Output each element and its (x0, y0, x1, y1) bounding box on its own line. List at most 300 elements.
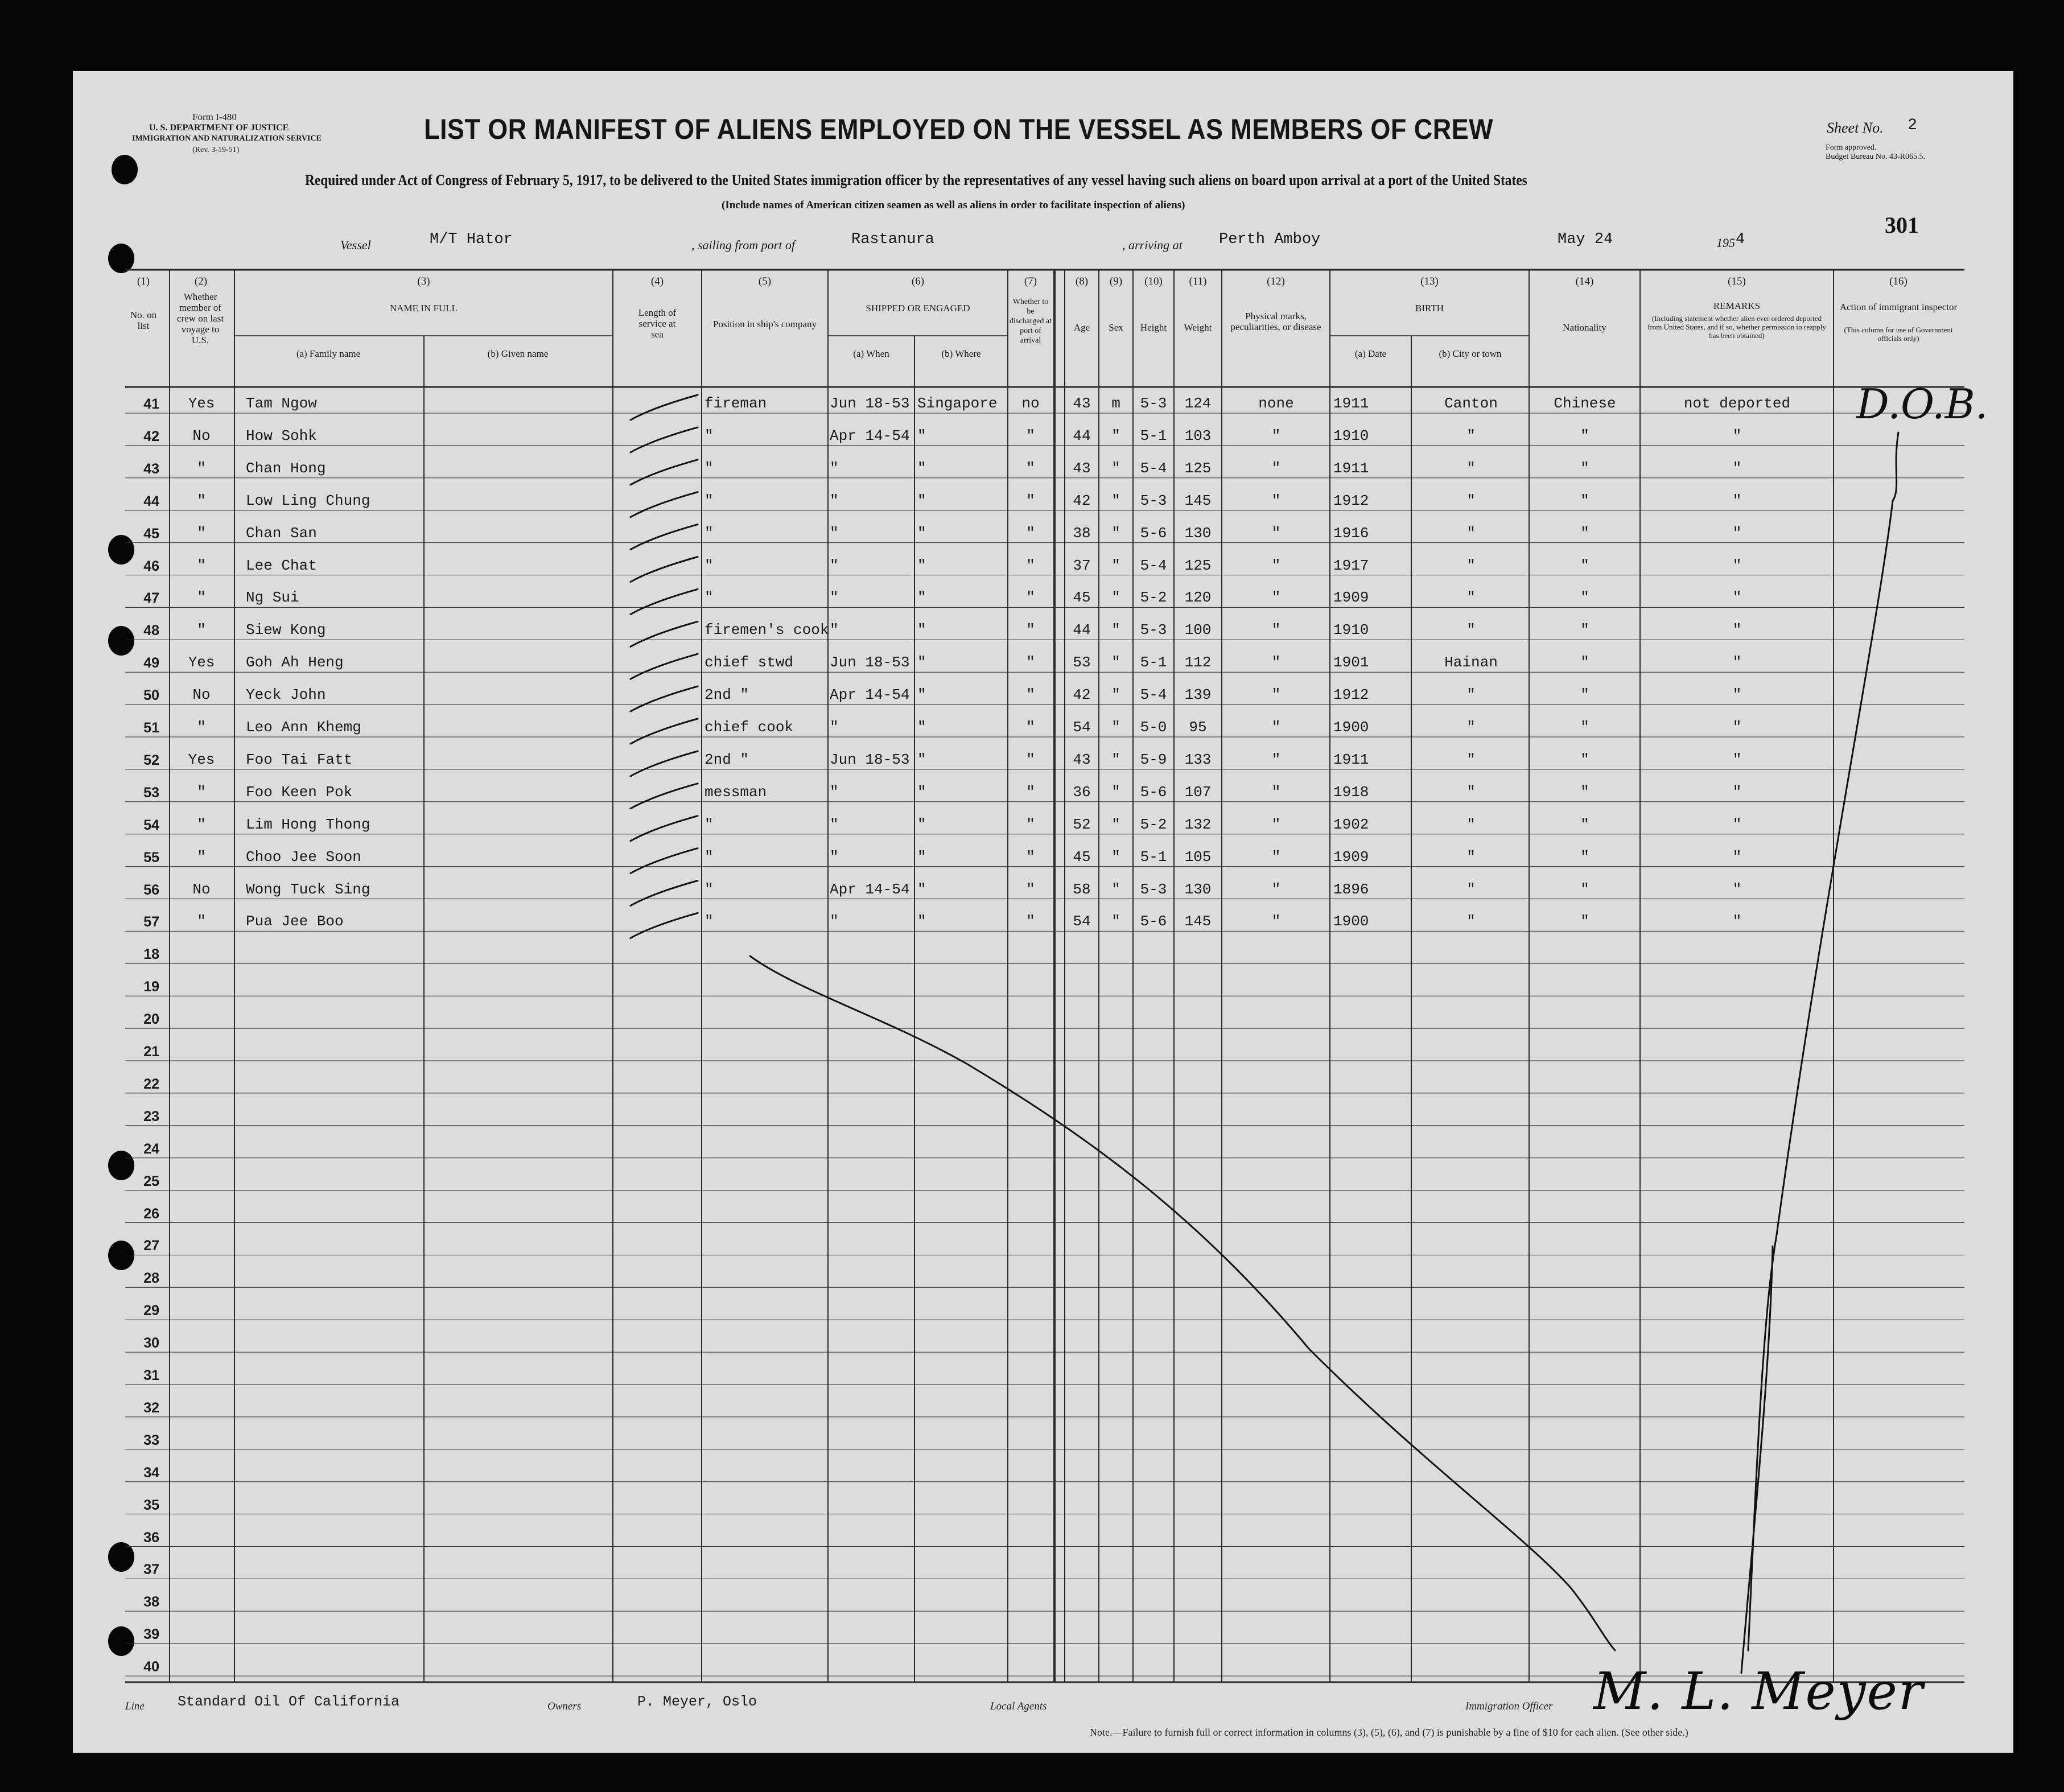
cell-where: " (917, 459, 926, 477)
row-number: 28 (143, 1270, 159, 1287)
col7-num: (7) (1024, 275, 1037, 287)
cell-last: " (197, 557, 206, 574)
cell-marks: " (1271, 524, 1281, 542)
cell-nat: " (1580, 589, 1589, 607)
cell-age: 44 (1073, 621, 1091, 639)
cell-bdate: 1900 (1333, 719, 1369, 736)
cell-when: " (830, 848, 839, 866)
col15-header: REMARKS (1713, 300, 1761, 311)
cell-family: Yeck John (246, 686, 326, 704)
col6b-header: (b) Where (941, 348, 981, 359)
cell-rem: " (1732, 751, 1742, 768)
col4-num: (4) (650, 275, 664, 287)
cell-ht: 5-3 (1140, 621, 1167, 639)
cell-bdate: 1909 (1333, 848, 1369, 866)
cell-sex: m (1111, 395, 1120, 412)
cell-last: " (197, 783, 206, 801)
row-number: 51 (143, 720, 159, 736)
cell-disc: " (1026, 492, 1035, 509)
service-tick-mark (631, 751, 698, 776)
cell-marks: " (1271, 621, 1281, 639)
col5-header: Position in ship's company (712, 319, 817, 329)
cell-wt: 130 (1184, 524, 1212, 542)
stamp-number: 301 (1885, 212, 1919, 238)
col6-num: (6) (911, 275, 925, 287)
cell-sex: " (1111, 427, 1120, 444)
cell-last: " (197, 459, 206, 477)
sheet-label: Sheet No. (1827, 120, 1884, 136)
cell-where: " (917, 913, 926, 930)
row-number: 57 (143, 914, 159, 930)
cell-marks: " (1271, 427, 1281, 444)
cell-ht: 5-4 (1140, 459, 1167, 477)
cell-age: 58 (1073, 880, 1091, 898)
cell-marks: " (1271, 492, 1281, 509)
cell-disc: " (1026, 913, 1035, 930)
cell-disc: " (1026, 751, 1035, 768)
col1-header: No. on list (130, 310, 157, 331)
form-subnote: (Include names of American citizen seamen as well as aliens in order to facilitate inspection of aliens) (722, 199, 1185, 211)
cell-age: 36 (1073, 783, 1091, 801)
cell-wt: 120 (1184, 589, 1212, 607)
arriving-label: , arriving at (1122, 238, 1183, 252)
agency-name-2: IMMIGRATION AND NATURALIZATION SERVICE (132, 134, 322, 143)
cell-wt: 145 (1184, 492, 1212, 509)
cell-ht: 5-0 (1140, 719, 1167, 736)
col3-header: NAME IN FULL (390, 303, 458, 314)
cell-nat: " (1580, 913, 1589, 930)
col16-note: (This column for use of Government officials only) (1844, 326, 1953, 343)
row-number: 45 (143, 525, 159, 542)
cell-pos: fireman (705, 395, 767, 412)
cell-pos: " (705, 589, 714, 607)
cell-family: Goh Ah Heng (246, 654, 344, 672)
cell-age: 43 (1073, 395, 1091, 412)
row-number: 53 (143, 784, 159, 801)
col14-num: (14) (1575, 275, 1594, 287)
cell-last: " (197, 719, 206, 736)
cell-family: Lee Chat (246, 557, 317, 574)
cell-when: Apr 14-54 (830, 686, 910, 704)
cell-when: " (830, 719, 839, 736)
cell-nat: " (1580, 751, 1589, 768)
arrival-date: May 24 (1558, 231, 1613, 248)
cell-nat: " (1580, 459, 1589, 477)
cell-city: " (1466, 621, 1476, 639)
cell-rem: " (1732, 427, 1742, 444)
cell-bdate: 1918 (1333, 783, 1369, 801)
col15-note: (Including statement whether alien ever ordered deported from United States, and if so, whether permission to reapply has been obtained) (1647, 314, 1826, 340)
cell-when: " (830, 557, 839, 574)
cell-ht: 5-3 (1140, 492, 1167, 509)
row-number: 54 (143, 817, 159, 833)
inspector-line (1748, 432, 1898, 1650)
row-number: 46 (143, 558, 159, 574)
cell-where: " (917, 492, 926, 509)
cell-nat: " (1580, 621, 1589, 639)
cell-bdate: 1902 (1333, 815, 1369, 833)
cell-ht: 5-2 (1140, 589, 1167, 607)
cell-family: Wong Tuck Sing (246, 880, 370, 898)
cell-when: " (830, 459, 839, 477)
arrival-year-prefix: 195 (1716, 236, 1735, 250)
cell-sex: " (1111, 719, 1120, 736)
col12-num: (12) (1267, 275, 1285, 287)
cell-family: Pua Jee Boo (246, 913, 344, 930)
cell-where: " (917, 751, 926, 768)
cell-pos: messman (705, 783, 767, 801)
cell-where: " (917, 686, 926, 704)
cell-sex: " (1111, 492, 1120, 509)
cell-age: 43 (1073, 751, 1091, 768)
cell-ht: 5-1 (1140, 654, 1167, 672)
owners-value: P. Meyer, Oslo (637, 1694, 757, 1710)
col7-header: Whether to be discharged at port of arrival (1010, 298, 1052, 345)
cell-where: " (917, 654, 926, 672)
cell-where: " (917, 589, 926, 607)
cell-wt: 95 (1189, 719, 1207, 736)
cell-family: Leo Ann Khemg (246, 719, 361, 736)
col13b-header: (b) City or town (1439, 348, 1502, 359)
service-tick-mark (631, 525, 698, 550)
cell-pos: 2nd " (705, 751, 749, 768)
col9-header: Sex (1109, 322, 1123, 333)
cell-sex: " (1111, 589, 1120, 607)
cell-bdate: 1917 (1333, 557, 1369, 574)
cell-marks: " (1271, 589, 1281, 607)
cell-wt: 105 (1184, 848, 1212, 866)
cell-wt: 132 (1184, 815, 1212, 833)
cell-disc: " (1026, 621, 1035, 639)
cell-marks: " (1271, 459, 1281, 477)
cell-age: 44 (1073, 427, 1091, 444)
cell-disc: " (1026, 427, 1035, 444)
cell-disc: " (1026, 815, 1035, 833)
arrival-year-suffix: 4 (1736, 231, 1745, 248)
cell-rem: " (1732, 815, 1742, 833)
cell-disc: " (1026, 524, 1035, 542)
cell-bdate: 1910 (1333, 427, 1369, 444)
col6-header: SHIPPED OR ENGAGED (866, 303, 970, 314)
officer-signature: M. L. Meyer (1593, 1662, 1924, 1721)
cell-disc: " (1026, 783, 1035, 801)
cell-marks: " (1271, 783, 1281, 801)
cell-where: " (917, 719, 926, 736)
cell-age: 45 (1073, 589, 1091, 607)
col1-num: (1) (137, 275, 150, 287)
row-number: 49 (143, 655, 159, 672)
cell-disc: no (1021, 395, 1040, 412)
row-number: 56 (143, 881, 159, 898)
cell-pos: chief cook (705, 719, 794, 736)
cell-when: " (830, 913, 839, 930)
cell-pos: " (705, 848, 714, 866)
row-number: 52 (143, 752, 159, 768)
cell-nat: " (1580, 783, 1589, 801)
cell-pos: 2nd " (705, 686, 749, 704)
row-number: 18 (143, 946, 159, 963)
cell-when: Jun 18-53 (830, 751, 910, 768)
cell-nat: " (1580, 654, 1589, 672)
col15-num: (15) (1728, 275, 1746, 287)
row-number: 35 (143, 1497, 159, 1513)
cell-sex: " (1111, 621, 1120, 639)
col3a-header: (a) Family name (296, 348, 361, 359)
cell-city: " (1466, 719, 1476, 736)
cell-bdate: 1901 (1333, 654, 1369, 672)
service-tick-mark (631, 654, 698, 679)
cell-sex: " (1111, 815, 1120, 833)
immigration-officer-label: Immigration Officer (1465, 1700, 1553, 1712)
cell-rem: " (1732, 719, 1742, 736)
row-number: 38 (143, 1594, 159, 1610)
row-number: 32 (143, 1399, 159, 1416)
row-number: 42 (143, 428, 159, 444)
cell-sex: " (1111, 686, 1120, 704)
cell-wt: 133 (1184, 751, 1212, 768)
cell-wt: 124 (1184, 395, 1212, 412)
cell-marks: " (1271, 815, 1281, 833)
cell-marks: " (1271, 654, 1281, 672)
row-number: 31 (143, 1367, 159, 1383)
cell-rem: " (1732, 621, 1742, 639)
cell-marks: " (1271, 880, 1281, 898)
cell-disc: " (1026, 589, 1035, 607)
row-number: 50 (143, 687, 159, 704)
service-tick-mark (631, 784, 698, 809)
cell-rem: " (1732, 524, 1742, 542)
cell-age: 53 (1073, 654, 1091, 672)
row-number: 22 (143, 1076, 159, 1092)
cell-city: " (1466, 524, 1476, 542)
vessel-label: Vessel (340, 238, 371, 252)
departure-port: Rastanura (851, 231, 934, 248)
cell-city: " (1466, 913, 1476, 930)
agency-name: U. S. DEPARTMENT OF JUSTICE (149, 123, 289, 133)
cell-wt: 145 (1184, 913, 1212, 930)
cell-family: Chan San (246, 524, 317, 542)
cell-pos: " (705, 815, 714, 833)
vessel-name: M/T Hator (430, 231, 513, 248)
cell-rem: " (1732, 880, 1742, 898)
col9-num: (9) (1109, 275, 1123, 287)
cell-last: No (192, 427, 211, 444)
cell-when: Apr 14-54 (830, 427, 910, 444)
col14-header: Nationality (1563, 322, 1606, 333)
cell-last: Yes (188, 395, 215, 412)
cell-age: 37 (1073, 557, 1091, 574)
col6a-header: (a) When (853, 348, 889, 359)
cell-ht: 5-4 (1140, 686, 1167, 704)
cell-disc: " (1026, 719, 1035, 736)
cell-marks: " (1271, 719, 1281, 736)
cell-city: " (1466, 459, 1476, 477)
cell-sex: " (1111, 524, 1120, 542)
row-number: 26 (143, 1205, 159, 1222)
col13a-header: (a) Date (1354, 348, 1387, 359)
service-tick-mark (631, 621, 698, 646)
cell-ht: 5-6 (1140, 524, 1167, 542)
cell-city: " (1466, 427, 1476, 444)
cell-when: Apr 14-54 (830, 880, 910, 898)
col13-header: BIRTH (1415, 303, 1444, 314)
cell-when: Jun 18-53 (830, 395, 910, 412)
cell-where: " (917, 621, 926, 639)
cell-family: Siew Kong (246, 621, 326, 639)
cell-disc: " (1026, 654, 1035, 672)
cell-disc: " (1026, 459, 1035, 477)
row-number: 23 (143, 1108, 159, 1124)
cell-last: " (197, 621, 206, 639)
service-tick-mark (631, 816, 698, 841)
cell-ht: 5-6 (1140, 913, 1167, 930)
cell-rem: " (1732, 557, 1742, 574)
cell-bdate: 1909 (1333, 589, 1369, 607)
service-tick-mark (631, 686, 698, 711)
cell-city: " (1466, 815, 1476, 833)
cell-rem: " (1732, 686, 1742, 704)
service-tick-mark (631, 589, 698, 614)
cell-disc: " (1026, 848, 1035, 866)
cell-rem: " (1732, 492, 1742, 509)
cell-city: " (1466, 557, 1476, 574)
col10-header: Height (1140, 322, 1167, 333)
cell-disc: " (1026, 880, 1035, 898)
col16-header: Action of immigrant inspector (1839, 302, 1958, 312)
cell-age: 54 (1073, 913, 1091, 930)
col11-header: Weight (1184, 322, 1212, 333)
cell-sex: " (1111, 654, 1120, 672)
cell-family: How Sohk (246, 427, 317, 444)
cell-when: " (830, 815, 839, 833)
cell-bdate: 1910 (1333, 621, 1369, 639)
cell-wt: 107 (1184, 783, 1212, 801)
cell-where: " (917, 524, 926, 542)
col11-num: (11) (1189, 275, 1207, 287)
row-number: 25 (143, 1173, 159, 1189)
form-revision: (Rev. 3-19-51) (192, 146, 240, 154)
cell-where: " (917, 427, 926, 444)
row-number: 47 (143, 590, 159, 607)
cell-last: Yes (188, 751, 215, 768)
cell-pos: firemen's cook (705, 621, 829, 639)
footer-note: Note.—Failure to furnish full or correct information in columns (3), (5), (6), and (7) is punishable by a fine of $10 for each alien. (See other side.) (1090, 1727, 1688, 1738)
cell-nat: " (1580, 880, 1589, 898)
budget-bureau: Budget Bureau No. 43-R065.5. (1826, 153, 1925, 161)
cell-ht: 5-1 (1140, 427, 1167, 444)
row-number: 24 (143, 1140, 159, 1157)
col2-header: Whether member of crew on last voyage to U.S. (176, 291, 224, 345)
service-tick-mark (631, 557, 698, 582)
cell-sex: " (1111, 848, 1120, 866)
cell-where: " (917, 783, 926, 801)
service-tick-mark (631, 460, 698, 485)
cell-when: " (830, 524, 839, 542)
cell-pos: " (705, 880, 714, 898)
cell-age: 52 (1073, 815, 1091, 833)
cell-last: " (197, 492, 206, 509)
local-agents-label: Local Agents (990, 1700, 1047, 1712)
cell-ht: 5-3 (1140, 395, 1167, 412)
cell-rem: " (1732, 589, 1742, 607)
cell-bdate: 1896 (1333, 880, 1369, 898)
cell-when: " (830, 492, 839, 509)
arrival-port: Perth Amboy (1219, 231, 1321, 248)
line-value: Standard Oil Of California (178, 1694, 400, 1710)
row-number: 43 (143, 460, 159, 477)
service-tick-mark (631, 492, 698, 517)
cell-rem: not deported (1683, 395, 1791, 412)
cell-last: " (197, 848, 206, 866)
cell-when: " (830, 621, 839, 639)
cell-age: 42 (1073, 686, 1091, 704)
cell-marks: " (1271, 913, 1281, 930)
cell-bdate: 1916 (1333, 524, 1369, 542)
col10-num: (10) (1144, 275, 1163, 287)
cell-nat: " (1580, 557, 1589, 574)
cell-age: 38 (1073, 524, 1091, 542)
service-tick-mark (631, 848, 698, 874)
cell-nat: " (1580, 427, 1589, 444)
row-number: 39 (143, 1626, 159, 1643)
col2-num: (2) (194, 275, 208, 287)
col4-header: Length of service at sea (638, 307, 677, 340)
cell-sex: " (1111, 557, 1120, 574)
cell-family: Foo Tai Fatt (246, 751, 353, 768)
cell-wt: 100 (1184, 621, 1212, 639)
cell-marks: " (1271, 848, 1281, 866)
cell-family: Foo Keen Pok (246, 783, 353, 801)
cell-ht: 5-4 (1140, 557, 1167, 574)
cell-sex: " (1111, 459, 1120, 477)
cell-nat: " (1580, 686, 1589, 704)
service-tick-mark (631, 913, 698, 938)
row-number: 19 (143, 979, 159, 995)
cell-ht: 5-6 (1140, 783, 1167, 801)
cell-city: " (1466, 751, 1476, 768)
cell-ht: 5-9 (1140, 751, 1167, 768)
cell-age: 43 (1073, 459, 1091, 477)
cell-nat: " (1580, 815, 1589, 833)
row-number: 48 (143, 623, 159, 639)
row-number: 20 (143, 1011, 159, 1028)
cell-rem: " (1732, 848, 1742, 866)
cell-sex: " (1111, 913, 1120, 930)
cell-bdate: 1900 (1333, 913, 1369, 930)
cell-when: " (830, 783, 839, 801)
cell-disc: " (1026, 557, 1035, 574)
row-number: 33 (143, 1432, 159, 1448)
service-tick-mark (631, 719, 698, 744)
row-number: 29 (143, 1303, 159, 1319)
cell-last: No (192, 880, 211, 898)
cell-where: " (917, 557, 926, 574)
cell-wt: 130 (1184, 880, 1212, 898)
cell-city: " (1466, 783, 1476, 801)
cell-pos: " (705, 492, 714, 509)
cell-wt: 112 (1184, 654, 1212, 672)
row-number: 37 (143, 1562, 159, 1578)
cell-when: " (830, 589, 839, 607)
row-number: 40 (143, 1659, 159, 1675)
cell-last: Yes (188, 654, 215, 672)
row-number: 27 (143, 1238, 159, 1254)
form-approved: Form approved. (1826, 143, 1877, 152)
row-number: 36 (143, 1529, 159, 1546)
cell-pos: " (705, 524, 714, 542)
cell-bdate: 1912 (1333, 492, 1369, 509)
col8-header: Age (1073, 322, 1090, 333)
